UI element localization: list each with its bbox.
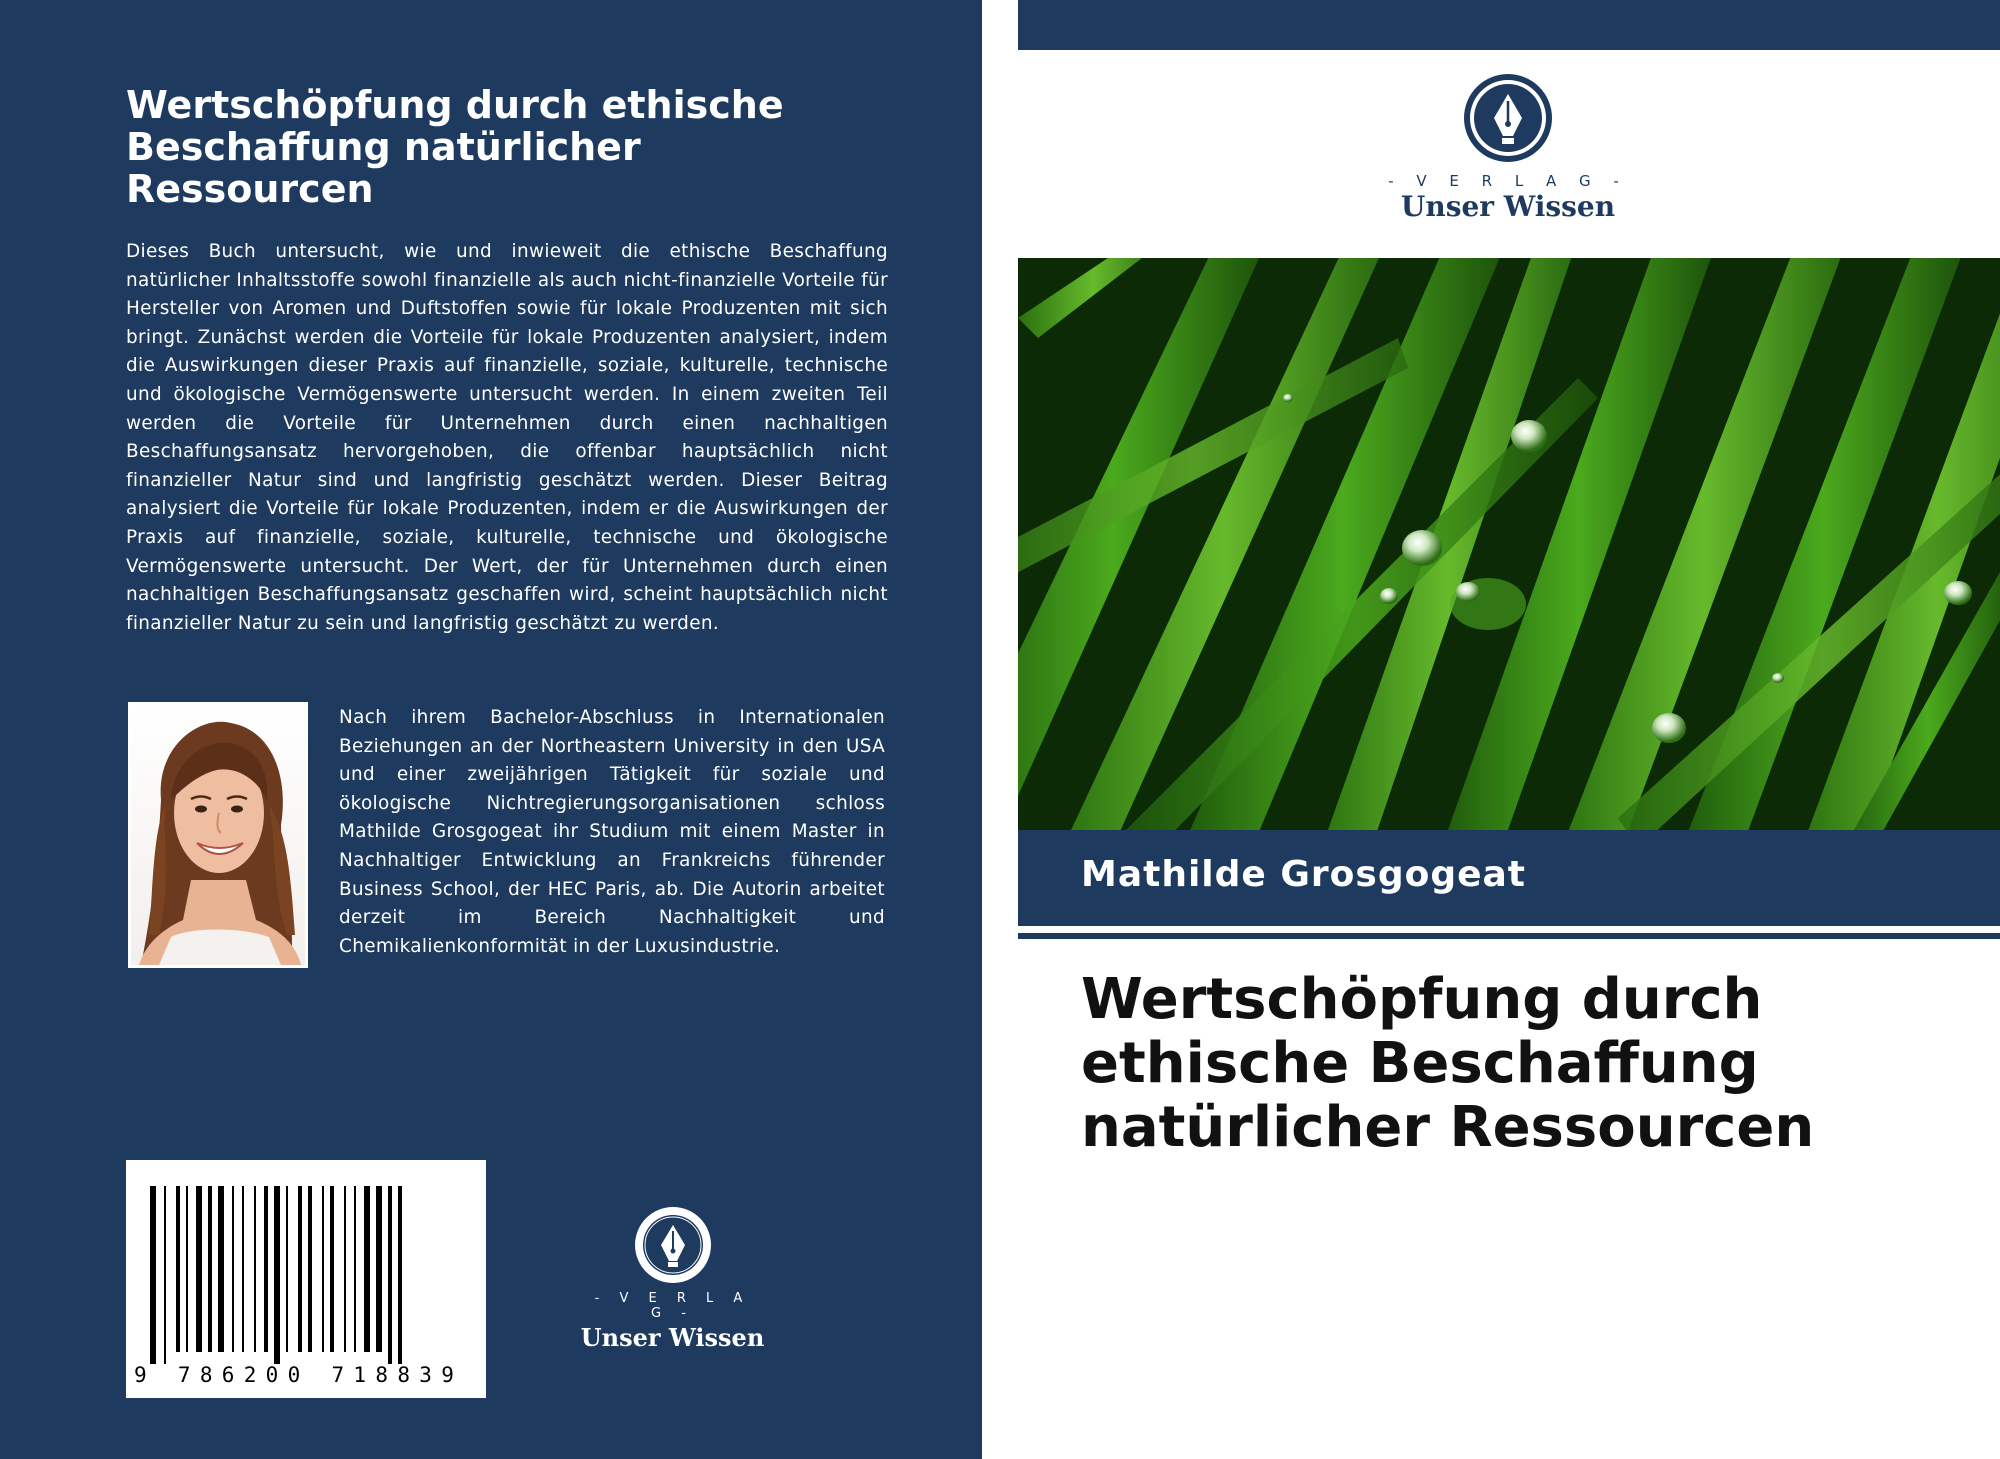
back-cover-title: Wertschöpfung durch ethische Beschaffung natürlicher Ressourcen [126,83,784,211]
isbn-barcode [126,1160,486,1398]
fountain-pen-nib-icon [633,1205,713,1285]
back-cover [0,0,982,1459]
back-cover-blurb: Dieses Buch untersucht, wie und inwieweit die ethische Beschaffung natürlicher Inhaltsstoffe sowohl finanzielle als auch nicht-finanzielle Vorteile für Hersteller von Aromen und Duftstoffen sowie für lokale Produzenten mit sich bringt. Zunächst werden die Vorteile für lokale Produzenten analysiert, indem die Auswirkungen dieser Praxis auf finanzielle, soziale, kulturelle, technische und ökologische Vermögenswerte untersucht werden. In einem zweiten Teil werden die Vorteile für Unternehmen durch einen nachhaltigen Beschaffungsansatz hervorgehoben, die offenbar hauptsächlich nicht finanzieller Natur sind und langfristig geschätzt werden. Dieser Beitrag analysiert die Vorteile für lokale Produzenten, indem er die Auswirkungen der Praxis auf finanzielle, soziale, kulturelle, technische und ökologische Vermögenswerte untersucht. Der Wert, der für Unternehmen durch einen nachhaltigen Beschaffungsansatz geschaffen wird, scheint hauptsächlich nicht finanzieller Natur zu sein und langfristig geschätzt zu werden. [126,241,888,634]
spine [982,0,1018,1459]
front-cover [1018,0,2000,1459]
author-portrait-image [131,705,305,965]
author-photo [128,702,308,968]
author-bio: Nach ihrem Bachelor-Abschluss in Internationalen Beziehungen an der Northeastern University in den USA und einer zweijährigen Tätigkeit für soziale und ökologische Nichtregierungsorganisationen schloss Mathilde Grosgogeat ihr Studium mit einem Master in Nachhaltiger Entwicklung an Frankreichs führender Business School, der HEC Paris, ab. Die Autorin arbeitet derzeit im Bereich Nachhaltigkeit und Chemikalienkonformität in der Luxusindustrie. [339,707,885,957]
front-top-bar [1018,0,2000,50]
author-band [1018,830,2000,926]
barcode-digits: 9 786200 718839 [134,1363,464,1387]
barcode-bars [150,1186,402,1364]
cover-grass-image [1018,258,2000,830]
front-logo-brand: Unser Wissen [1400,190,1616,223]
back-logo-verlag: - V E R L A G - [594,1291,751,1321]
back-logo-brand: Unser Wissen [580,1323,765,1352]
front-logo-verlag: - V E R L A G - [1388,172,1628,190]
fountain-pen-nib-icon [1462,72,1554,164]
front-cover-title: Wertschöpfung durch ethische Beschaffung natürlicher Ressourcen [1081,967,1815,1160]
barcode-image [126,1160,486,1398]
author-divider [1018,933,2000,939]
back-publisher-logo [580,1205,765,1352]
grass-with-dew-drops-image [1018,258,2000,830]
front-author-name: Mathilde Grosgogeat [1081,854,1527,895]
front-publisher-logo [1378,72,1638,222]
